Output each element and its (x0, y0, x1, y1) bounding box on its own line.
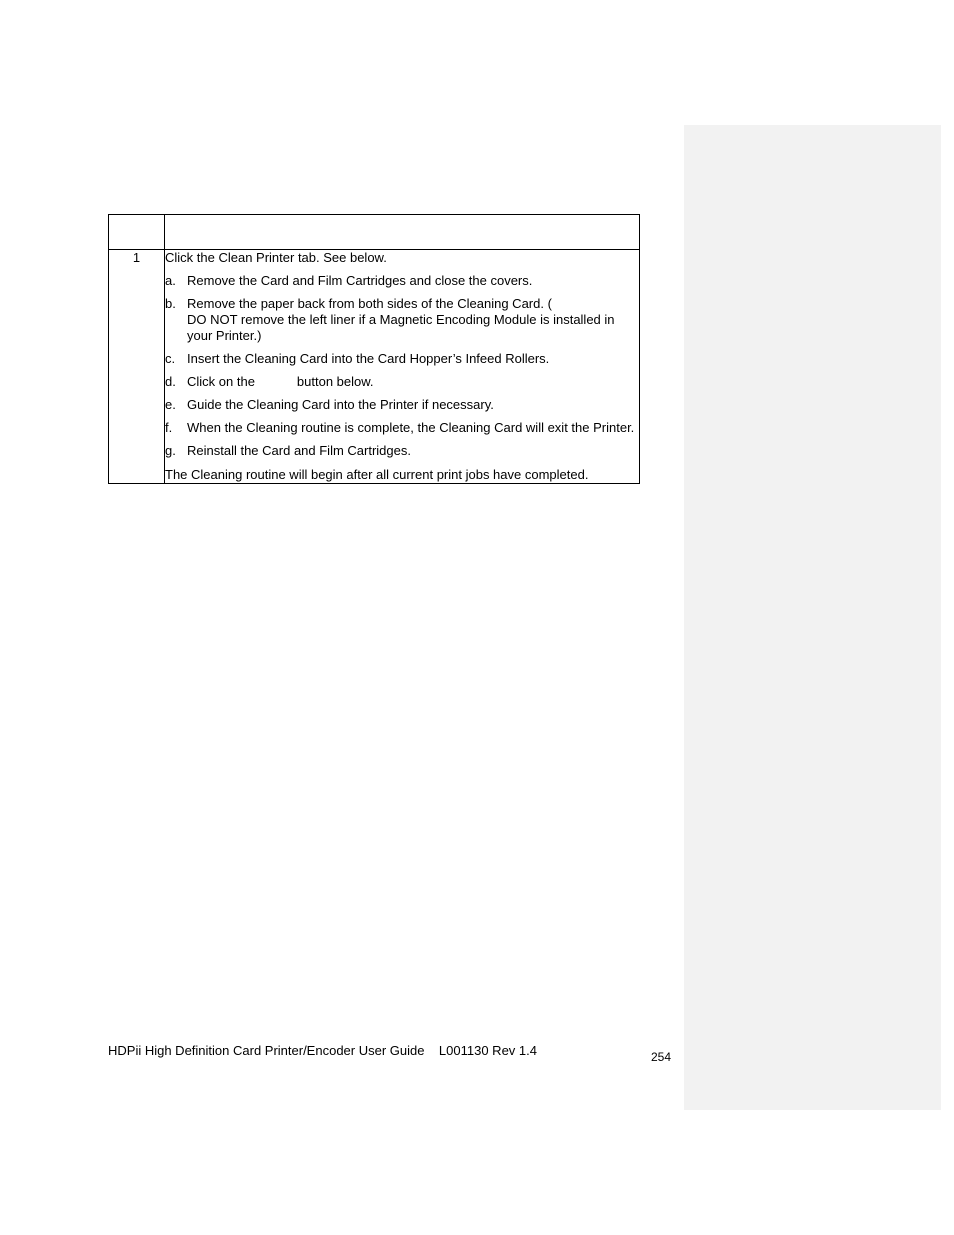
procedure-table (108, 214, 640, 484)
substep-letter: g. (165, 443, 176, 458)
list-item (165, 443, 639, 459)
footer-doc-id: L001130 Rev 1.4 (438, 1043, 537, 1058)
step-closing-note: The Cleaning routine will begin after all current print jobs have completed. (165, 467, 589, 482)
substep-text: When the Cleaning routine is complete, the Cleaning Card will exit the Printer. (187, 420, 635, 435)
substep-text-before: Click on the (187, 374, 255, 389)
table-row (109, 250, 640, 484)
substep-letter: e. (165, 397, 176, 412)
substep-letter: a. (165, 273, 176, 288)
substep-text-line1: Remove the paper back from both sides of the Cleaning Card. ( (187, 296, 552, 311)
step-number: 1 (109, 250, 165, 484)
header-procedure-cell (165, 215, 640, 250)
page-footer (108, 1043, 537, 1058)
substep-text-after: button below. (296, 374, 374, 389)
table-header-row (109, 215, 640, 250)
step-intro: Click the Clean Printer tab. See below. (165, 250, 387, 265)
list-item (165, 397, 639, 413)
substep-text-line2: DO NOT remove the left liner if a Magnetic Encoding Module is installed in your Printer.) (187, 312, 615, 343)
substep-letter: f. (165, 420, 173, 435)
list-item (165, 351, 639, 367)
list-item (165, 296, 639, 344)
list-item (165, 420, 639, 436)
page-number: 254 (651, 1050, 672, 1064)
substep-text: Remove the Card and Film Cartridges and close the covers. (187, 273, 533, 288)
substep-text: Insert the Cleaning Card into the Card Hopper’s Infeed Rollers. (187, 351, 550, 366)
step-procedure (165, 250, 640, 484)
footer-title: HDPii High Definition Card Printer/Encoder User Guide (108, 1043, 425, 1058)
substep-letter: d. (165, 374, 176, 389)
substep-text: Guide the Cleaning Card into the Printer if necessary. (187, 397, 494, 412)
substep-text: Reinstall the Card and Film Cartridges. (187, 443, 411, 458)
substep-text (187, 296, 639, 344)
header-step-cell (109, 215, 165, 250)
substep-list (165, 273, 639, 459)
substep-letter: b. (165, 296, 176, 311)
list-item (165, 273, 639, 289)
substep-letter: c. (165, 351, 176, 366)
comment-margin-panel (684, 125, 941, 1110)
substep-text (187, 374, 639, 390)
list-item (165, 374, 639, 390)
